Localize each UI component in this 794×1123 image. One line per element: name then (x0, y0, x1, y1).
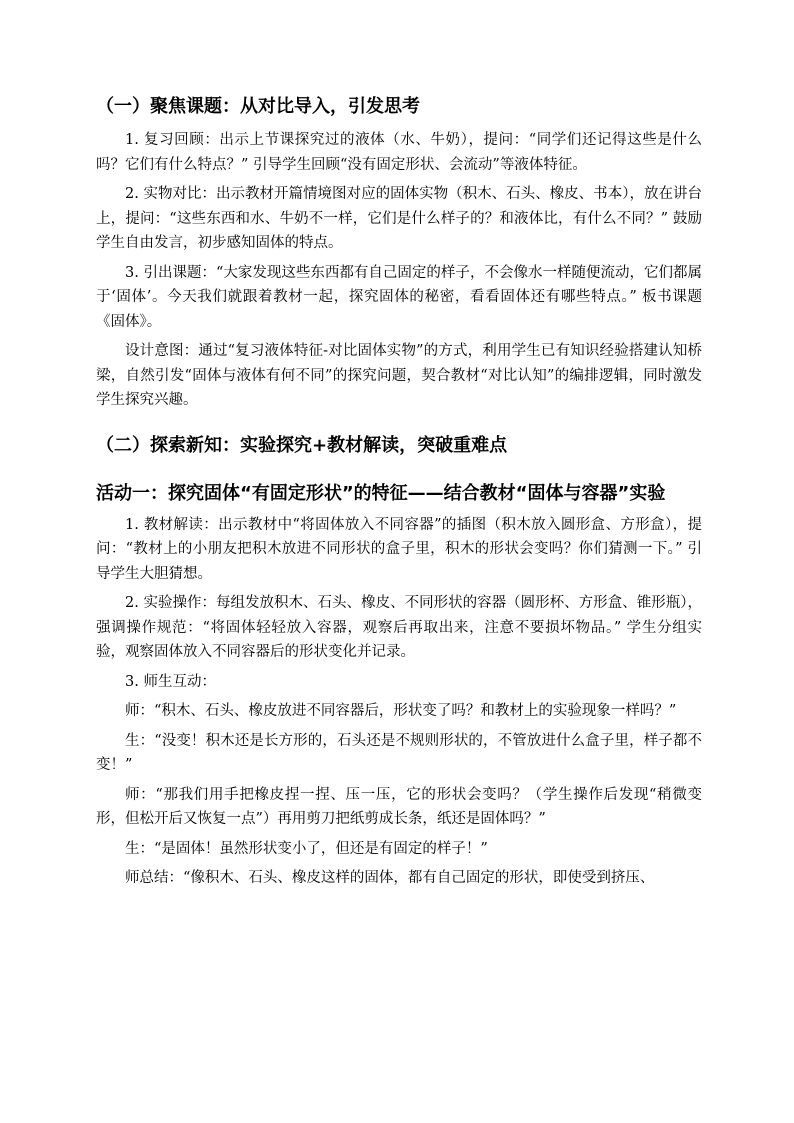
activity1-heading: 活动一：探究固体“有固定形状”的特征——结合教材“固体与容器”实验 (96, 482, 666, 504)
section1-paragraph-2: 2. 实物对比：出示教材开篇情境图对应的固体实物（积木、石头、橡皮、书本），放在讲台上，提问：“这些东西和水、牛奶不一样，它们是什么样子的？和液体比，有什么不同？” 鼓励学生自由发言，初步感知固体的特点。 (96, 186, 702, 251)
activity1-paragraph-2: 2. 实验操作：每组发放积木、石头、橡皮、不同形状的容器（圆形杯、方形盒、锥形瓶），强调操作规范：“将固体轻轻放入容器，观察后再取出来，注意不要损坏物品。” 学生分组实验，观察固体放入不同容器后的形状变化并记录。 (96, 595, 702, 660)
dialogue-teacher-1: 师：“积木、石头、橡皮放进不同容器后，形状变了吗？和教材上的实验现象一样吗？” (125, 703, 677, 719)
dialogue-teacher-summary: 师总结：“像积木、石头、橡皮这样的固体，都有自己固定的形状，即使受到挤压、 (125, 870, 655, 886)
section1-design-intent: 设计意图：通过“复习液体特征-对比固体实物”的方式，利用学生已有知识经验搭建认知桥梁，自然引发“固体与液体有何不同”的探究问题，契合教材“对比认知”的编排逻辑，同时激发学生探究兴趣。 (96, 343, 702, 408)
document-page (96, 92, 702, 896)
activity1-paragraph-3: 3. 师生互动： (125, 673, 216, 690)
section1-paragraph-3: 3. 引出课题：“大家发现这些东西都有自己固定的样子，不会像水一样随便流动，它们都属于‘固体’。今天我们就跟着教材一起，探究固体的秘密，看看固体还有哪些特点。” 板书课题《固体》。 (96, 264, 702, 330)
dialogue-teacher-2: 师：“那我们用手把橡皮捏一捏、压一压，它的形状会变吗？（学生操作后发现“稍微变形，但松开后又恢复一点”）再用剪刀把纸剪成长条，纸还是固体吗？” (96, 786, 702, 827)
activity1-paragraph-1: 1. 教材解读：出示教材中“将固体放入不同容器”的插图（积木放入圆形盒、方形盒），提问：“教材上的小朋友把积木放进不同形状的盒子里，积木的形状会变吗？你们猜测一下。” 引导学生大胆猜想。 (96, 516, 702, 582)
section1-heading: （一）聚焦课题：从对比导入，引发思考 (96, 96, 420, 117)
section2-heading: （二）探索新知：实验探究+教材解读，突破重难点 (96, 434, 508, 456)
section1-paragraph-1: 1. 复习回顾：出示上节课探究过的液体（水、牛奶），提问：“同学们还记得这些是什么吗？它们有什么特点？” 引导学生回顾“没有固定形状、会流动”等液体特征。 (96, 132, 702, 173)
dialogue-student-1: 生：“没变！积木还是长方形的，石头还是不规则形状的，不管放进什么盒子里，样子都不变！” (96, 732, 702, 773)
dialogue-student-2: 生：“是固体！虽然形状变小了，但还是有固定的样子！” (125, 840, 488, 857)
